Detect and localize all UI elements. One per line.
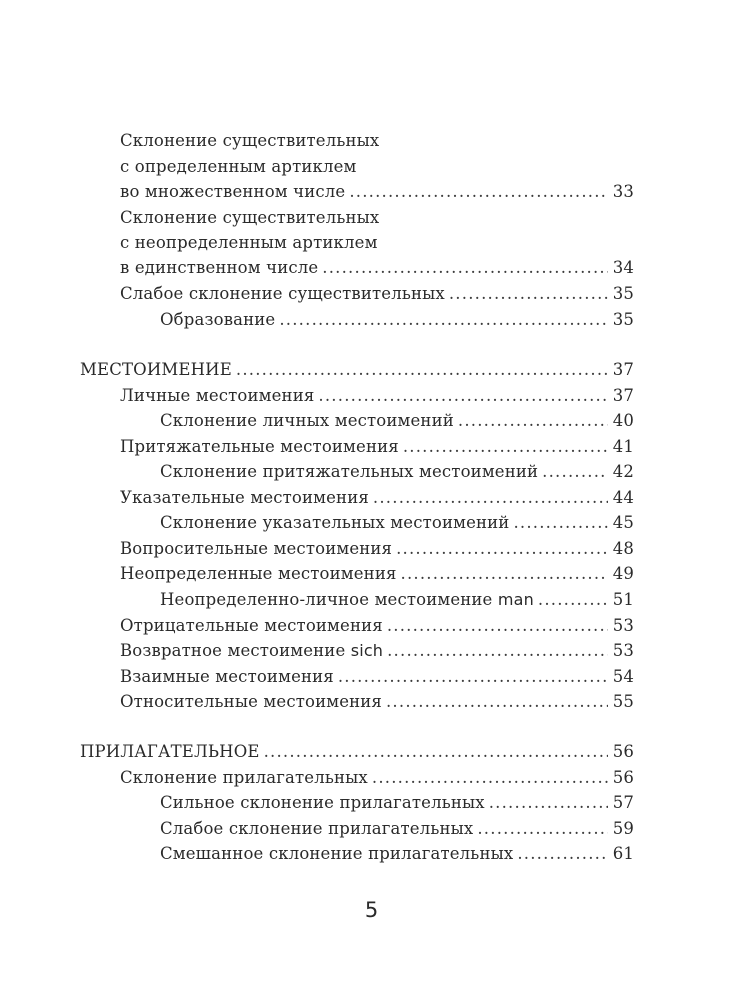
toc-entry[interactable] [160,409,634,433]
toc-entry-page: 34 [612,258,634,277]
leader-dots [477,817,607,841]
toc-entry[interactable] [120,129,634,153]
leader-dots [387,614,608,638]
toc-entry-title: МЕСТОИМЕНИЕ [80,360,232,379]
leader-dots [264,740,608,764]
toc-entry[interactable] [120,639,634,663]
leader-dots [517,842,607,866]
toc-entry-page: 42 [612,462,634,481]
leader-dots [338,665,608,689]
toc-entry[interactable] [120,384,634,408]
toc-entry-title: Притяжательные местоимения [120,437,399,456]
toc-entry-title-text: Возвратное местоимение [120,641,346,660]
leader-dots [449,282,608,306]
toc-entry-page: 37 [612,386,634,405]
leader-dots [401,562,608,586]
toc-entry[interactable] [160,842,634,866]
page-number: 5 [364,898,379,922]
toc-entry[interactable] [120,180,634,204]
toc-entry[interactable] [120,690,634,714]
toc-entry[interactable] [160,817,634,841]
toc-entry-title: в единственном числе [120,258,319,277]
toc-entry[interactable] [120,256,634,280]
toc-entry-title: во множественном числе [120,182,346,201]
toc-entry-title: Вопросительные местоимения [120,539,393,558]
leader-dots [542,460,608,484]
toc-entry-page: 51 [612,590,634,609]
toc-entry-page: 57 [612,793,634,812]
toc-entry[interactable] [120,206,634,230]
toc-entry-title: Склонение указательных местоимений [160,513,510,532]
toc-entry-title: Склонение личных местоимений [160,411,454,430]
toc-entry-title: Склонение притяжательных местоимений [160,462,539,481]
toc-entry[interactable] [160,588,634,612]
toc-entry[interactable] [120,665,634,689]
toc-entry[interactable] [120,155,634,179]
toc-entry-page: 48 [612,539,634,558]
toc-entry-title: Образование [160,310,276,329]
leader-dots [396,537,608,561]
toc-entry-title: Смешанное склонение прилагательных [160,844,514,863]
toc-entry-page: 40 [612,411,634,430]
toc-section-heading[interactable] [80,740,634,764]
leader-dots [386,690,608,714]
toc-section-heading[interactable] [80,358,634,382]
toc-entry[interactable] [120,562,634,586]
toc-entry-page: 35 [612,284,634,303]
toc-entry-page: 59 [612,819,634,838]
toc-entry-page: 55 [612,692,634,711]
toc-entry-title: с неопределенным артиклем [120,233,378,252]
toc-entry-page: 41 [612,437,634,456]
toc-entry[interactable] [160,511,634,535]
leader-dots [513,511,607,535]
toc-entry-title: Взаимные местоимения [120,667,334,686]
leader-dots [373,486,608,510]
leader-dots [318,384,607,408]
toc-entry-title [120,639,383,663]
toc-entry-page: 54 [612,667,634,686]
toc-entry-page: 56 [612,768,634,787]
leader-dots [236,358,608,382]
toc-entry-page: 33 [612,182,634,201]
toc-entry-page: 35 [612,310,634,329]
leader-dots [372,766,608,790]
toc-entry-title: Сильное склонение прилагательных [160,793,485,812]
leader-dots [322,256,607,280]
toc-entry[interactable] [120,282,634,306]
toc-entry-page: 37 [612,360,634,379]
toc-entry-title: ПРИЛАГАТЕЛЬНОЕ [80,742,260,761]
leader-dots [387,639,608,663]
leader-dots [279,308,607,332]
leader-dots [458,409,608,433]
toc-entry[interactable] [120,435,634,459]
toc-entry-page: 61 [612,844,634,863]
toc-entry[interactable] [120,614,634,638]
leader-dots [349,180,607,204]
toc-entry-page: 56 [612,742,634,761]
toc-entry-title: Личные местоимения [120,386,315,405]
toc-entry-title: Склонение существительных [120,208,380,227]
toc-entry-title: с определенным артиклем [120,157,357,176]
toc-entry-page: 53 [612,616,634,635]
toc-entry-title: Отрицательные местоимения [120,616,383,635]
toc-entry[interactable] [120,537,634,561]
toc-entry-page: 44 [612,488,634,507]
toc-entry-title: Слабое склонение существительных [120,284,445,303]
toc-entry[interactable] [120,486,634,510]
toc-entry-title-latin: man [497,590,534,609]
toc-entry-title-latin: sich [350,641,384,660]
toc-entry[interactable] [160,308,634,332]
toc-entry-title: Указательные местоимения [120,488,369,507]
toc-entry[interactable] [120,231,634,255]
toc-entry[interactable] [120,766,634,790]
toc-entry-title: Склонение прилагательных [120,768,368,787]
toc-entry-title: Относительные местоимения [120,692,382,711]
toc-entry-title: Склонение существительных [120,131,380,150]
toc-entry-page: 49 [612,564,634,583]
toc-entry[interactable] [160,460,634,484]
leader-dots [489,791,608,815]
leader-dots [538,588,608,612]
toc-entry-page: 45 [612,513,634,532]
toc-entry-title [160,588,534,612]
leader-dots [403,435,608,459]
toc-entry[interactable] [160,791,634,815]
toc-entry-title: Слабое склонение прилагательных [160,819,474,838]
toc-entry-page: 53 [612,641,634,660]
toc-entry-title: Неопределенные местоимения [120,564,397,583]
toc-entry-title-text: Неопределенно-личное местоимение [160,590,493,609]
